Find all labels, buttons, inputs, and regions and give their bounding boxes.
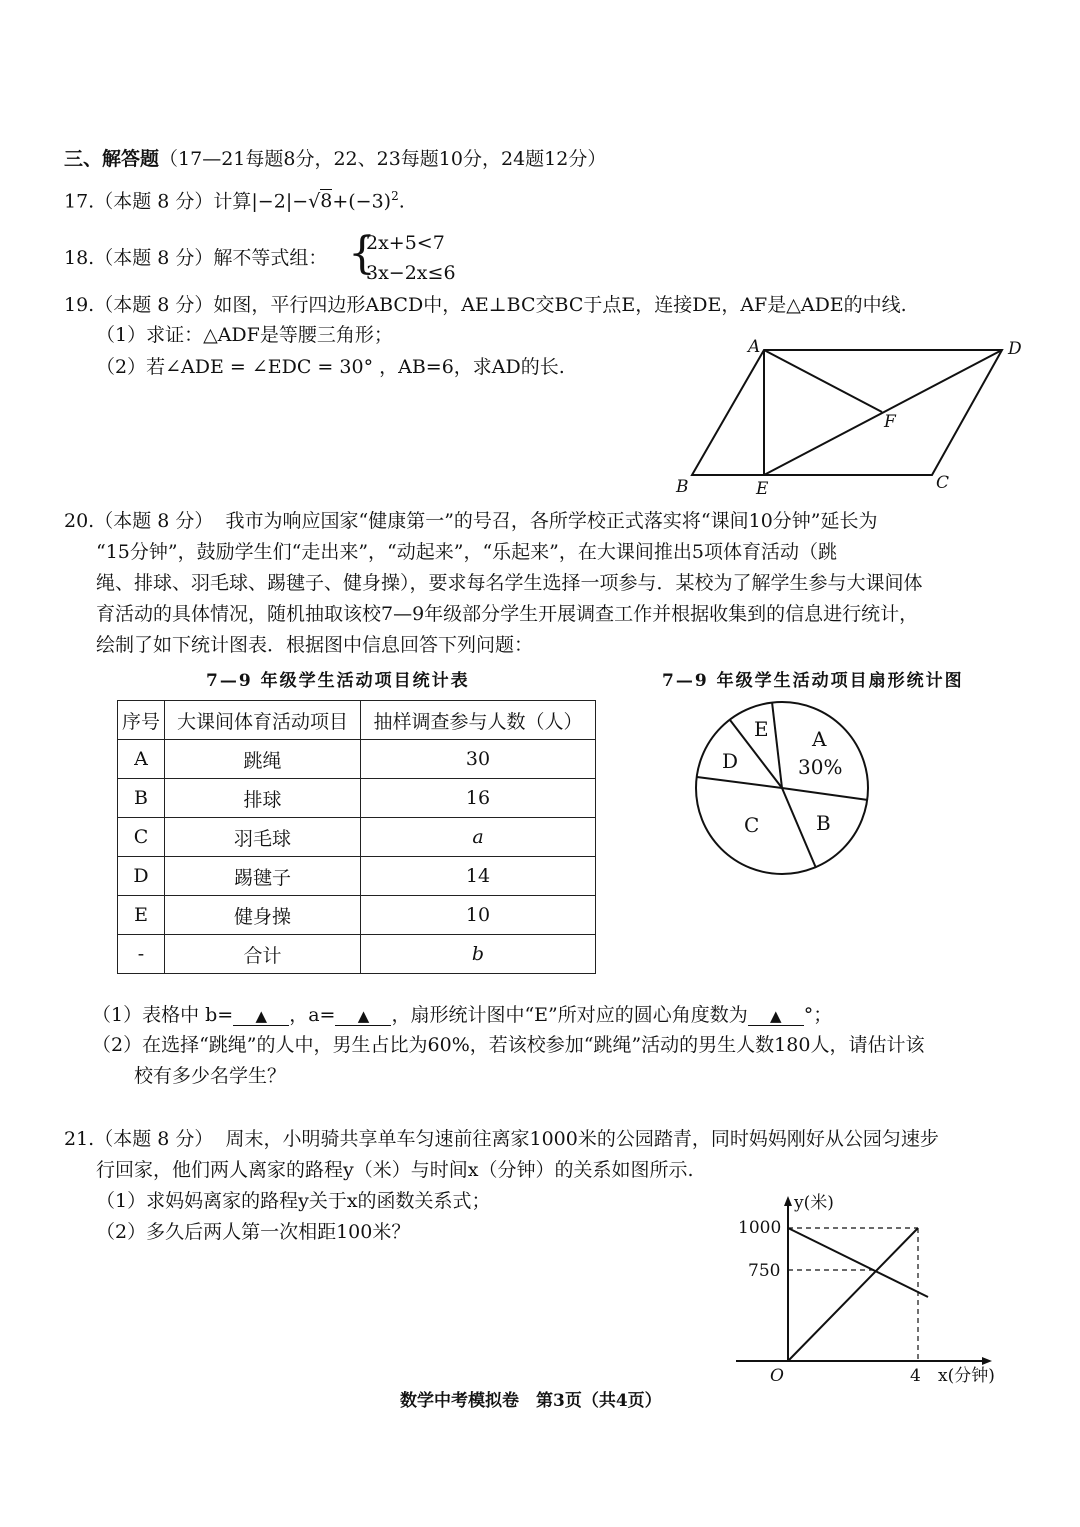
origin-label: O (770, 1366, 784, 1386)
activity-table (117, 700, 596, 974)
pie-label-c: C (744, 813, 760, 837)
table-row (118, 857, 596, 896)
q19-part2: （2）若∠ADE = ∠EDC = 30° ，AB=6，求AD的长. (96, 356, 565, 378)
q19-number: 19.（本题 8 分） (64, 294, 214, 316)
q21-line-1 (64, 1128, 939, 1151)
q17-abs: |−2| (251, 190, 293, 213)
q21-number: 21.（本题 8 分） (64, 1128, 214, 1150)
q20-number: 20.（本题 8 分） (64, 510, 214, 532)
label-d: D (1008, 339, 1022, 359)
q18-ineq2: 3x−2x≤6 (366, 262, 456, 284)
table-cell: C (118, 818, 165, 857)
q20-line-3: 绳、排球、羽毛球、踢毽子、健身操），要求每名学生选择一项参与．某校为了解学生参与大课间体 (96, 572, 923, 594)
q17-number: 17.（本题 8 分） (64, 190, 214, 213)
table-cell: 跳绳 (165, 740, 361, 779)
table-row (118, 896, 596, 935)
q18-brace: { (348, 228, 376, 279)
pie-chart (690, 700, 880, 880)
q17-plus-part: +(−3) (332, 190, 392, 213)
q20-line-5: 绘制了如下统计图表．根据图中信息回答下列问题： (96, 634, 534, 656)
pie-label-a-pct: 30% (798, 755, 843, 779)
section-note: （17—21每题8分，22、23每题10分，24题12分） (159, 148, 607, 170)
q20-p1-d: °； (803, 1004, 833, 1026)
pie-label-b: B (816, 811, 831, 835)
pie-divider-ab (782, 788, 868, 800)
blank-angle: ▲ (748, 1007, 804, 1026)
x-arrow (982, 1357, 992, 1365)
question-18 (64, 247, 327, 270)
table-header-cell: 序号 (118, 701, 165, 740)
q20-part2-line1: （2）在选择“跳绳”的人中，男生占比为60%，若该校参加“跳绳”活动的男生人数180人，请估计该 (92, 1034, 925, 1056)
q20-p1-c: ，扇形统计图中“E”所对应的圆心角度数为 (391, 1004, 748, 1026)
x-axis-label: x(分钟) (938, 1366, 995, 1386)
q19-text: 如图，平行四边形ABCD中，AE⊥BC交BC于点E，连接DE，AF是△ADE的中线. (213, 294, 907, 316)
q20-text-1: 我市为响应国家“健康第一”的号召，各所学校正式落实将“课间10分钟”延长为 (225, 510, 878, 532)
q20-p1-b: ，a= (289, 1004, 336, 1026)
table-header-cell: 大课间体育活动项目 (165, 701, 361, 740)
q20-line-4: 育活动的具体情况，随机抽取该校7—9年级部分学生开展调查工作并根据收集到的信息进行统计， (96, 603, 919, 625)
tick-750: 750 (748, 1261, 781, 1281)
pie-title: 7—9 年级学生活动项目扇形统计图 (662, 671, 964, 691)
pie-label-d: D (722, 749, 739, 773)
section-title-text: 三、解答题 (64, 148, 160, 170)
label-c: C (936, 473, 950, 493)
table-title: 7—9 年级学生活动项目统计表 (206, 671, 470, 691)
parallelogram-figure (660, 330, 1040, 500)
q17-prefix: 计算 (213, 190, 252, 213)
q21-line-2: 行回家，他们两人离家的路程y（米）与时间x（分钟）的关系如图所示. (96, 1159, 694, 1181)
table-cell: 16 (361, 779, 596, 818)
q17-end: . (398, 190, 405, 213)
table-cell: 健身操 (165, 896, 361, 935)
y-axis-label: y(米) (794, 1193, 834, 1213)
pie-divider-bc (782, 788, 816, 868)
y-arrow (784, 1196, 792, 1206)
q20-line-1 (64, 510, 878, 533)
table-cell: - (118, 935, 165, 974)
q18-number: 18.（本题 8 分） (64, 247, 214, 269)
table-header-cell: 抽样调查参与人数（人） (361, 701, 596, 740)
blank-a: ▲ (335, 1007, 391, 1026)
pie-divider-ea (772, 702, 782, 788)
table-header-row (118, 701, 596, 740)
table-cell: 10 (361, 896, 596, 935)
q17-sqrt-sign: √ (308, 190, 321, 213)
q20-p1-a: （1）表格中 b= (92, 1004, 234, 1026)
question-17 (64, 189, 405, 213)
pie-label-e: E (754, 717, 769, 741)
tick-4: 4 (910, 1366, 921, 1386)
q18-ineq1: 2x+5<7 (366, 232, 445, 254)
q17-sqrt-arg: 8 (320, 190, 333, 213)
table-cell: 14 (361, 857, 596, 896)
table-row (118, 935, 596, 974)
table-row (118, 818, 596, 857)
section-title (64, 144, 606, 171)
q20-part2-line2: 校有多少名学生？ (134, 1065, 287, 1087)
table-cell: 合计 (165, 935, 361, 974)
blank-b: ▲ (233, 1007, 289, 1026)
question-19 (64, 294, 907, 317)
ming-line (788, 1228, 918, 1361)
label-f: F (884, 412, 896, 432)
label-b: B (676, 477, 689, 497)
q20-line-2: “15分钟”，鼓励学生们“走出来”，“动起来”，“乐起来”，在大课间推出5项体育活动（跳 (96, 541, 837, 563)
segment-af (764, 350, 882, 412)
table-cell: 排球 (165, 779, 361, 818)
table-cell: 羽毛球 (165, 818, 361, 857)
table-cell: A (118, 740, 165, 779)
q19-part1: （1）求证：△ADF是等腰三角形； (96, 324, 393, 346)
q18-text: 解不等式组： (213, 247, 328, 269)
parallelogram-abcd (692, 350, 1002, 475)
pie-label-a: A (812, 727, 827, 751)
q17-minus: − (292, 190, 309, 213)
label-e: E (756, 479, 769, 499)
table-cell: B (118, 779, 165, 818)
q17-exponent: 2 (391, 189, 399, 203)
table-row (118, 740, 596, 779)
table-cell: 踢毽子 (165, 857, 361, 896)
table-cell: a (361, 818, 596, 857)
page-footer: 数学中考模拟卷 第3页（共4页） (400, 1391, 662, 1411)
table-cell: 30 (361, 740, 596, 779)
distance-time-graph (730, 1186, 1030, 1386)
table-row (118, 779, 596, 818)
q20-part1 (92, 1004, 832, 1027)
q21-text-1: 周末，小明骑共享单车匀速前往离家1000米的公园踏青，同时妈妈刚好从公园匀速步 (225, 1128, 939, 1150)
q21-part1: （1）求妈妈离家的路程y关于x的函数关系式； (96, 1190, 491, 1212)
table-cell: E (118, 896, 165, 935)
table-cell: b (361, 935, 596, 974)
tick-1000: 1000 (738, 1218, 782, 1238)
table-cell: D (118, 857, 165, 896)
label-a: A (748, 337, 761, 357)
q21-part2: （2）多久后两人第一次相距100米？ (96, 1221, 411, 1243)
pie-divider-cd (697, 777, 782, 788)
